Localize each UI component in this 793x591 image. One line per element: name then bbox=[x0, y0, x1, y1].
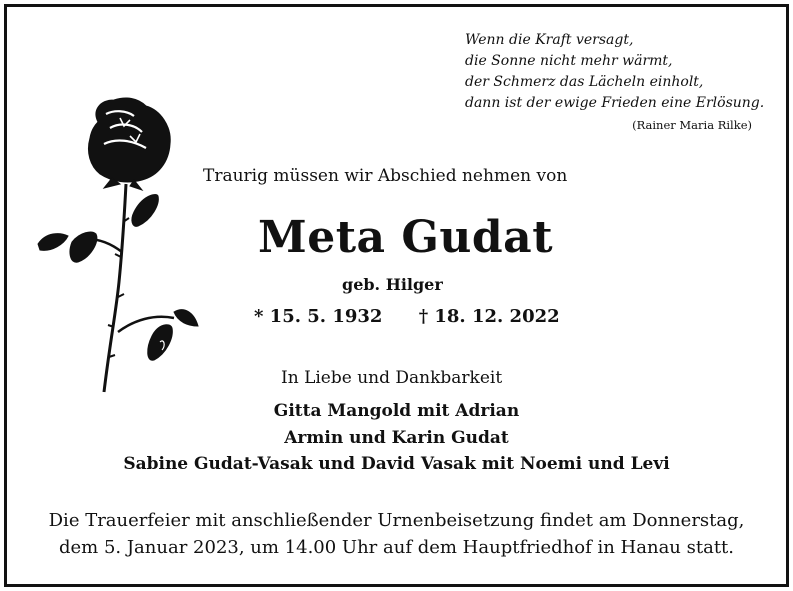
maiden-name: geb. Hilger bbox=[342, 275, 443, 294]
deceased-name: Meta Gudat bbox=[258, 212, 554, 263]
rose-icon bbox=[34, 92, 204, 397]
survivor-entry: Armin und Karin Gudat bbox=[284, 427, 509, 448]
intro-text: Traurig müssen wir Abschied nehmen von bbox=[203, 166, 568, 186]
survivors-list bbox=[0, 398, 793, 478]
death-date: † 18. 12. 2022 bbox=[418, 306, 560, 327]
birth-date: * 15. 5. 1932 bbox=[254, 306, 383, 327]
love-line: In Liebe und Dankbarkeit bbox=[281, 368, 503, 388]
funeral-announcement bbox=[0, 507, 793, 561]
poem-block bbox=[465, 30, 765, 136]
funeral-line: Die Trauerfeier mit anschließender Urnenbeisetzung findet am Donnerstag, bbox=[48, 510, 745, 531]
life-dates bbox=[254, 306, 560, 327]
poem-line: dann ist der ewige Frieden eine Erlösung. bbox=[465, 95, 765, 111]
poem-line: der Schmerz das Lächeln einholt, bbox=[465, 74, 704, 90]
poem-line: Wenn die Kraft versagt, bbox=[465, 32, 634, 48]
funeral-line: dem 5. Januar 2023, um 14.00 Uhr auf dem Hauptfriedhof in Hanau statt. bbox=[58, 537, 735, 558]
poem-author: (Rainer Maria Rilke) bbox=[632, 118, 752, 132]
poem-line: die Sonne nicht mehr wärmt, bbox=[465, 53, 673, 69]
survivor-entry: Sabine Gudat-Vasak und David Vasak mit Noemi und Levi bbox=[123, 454, 670, 474]
survivor-entry: Gitta Mangold mit Adrian bbox=[273, 401, 520, 421]
